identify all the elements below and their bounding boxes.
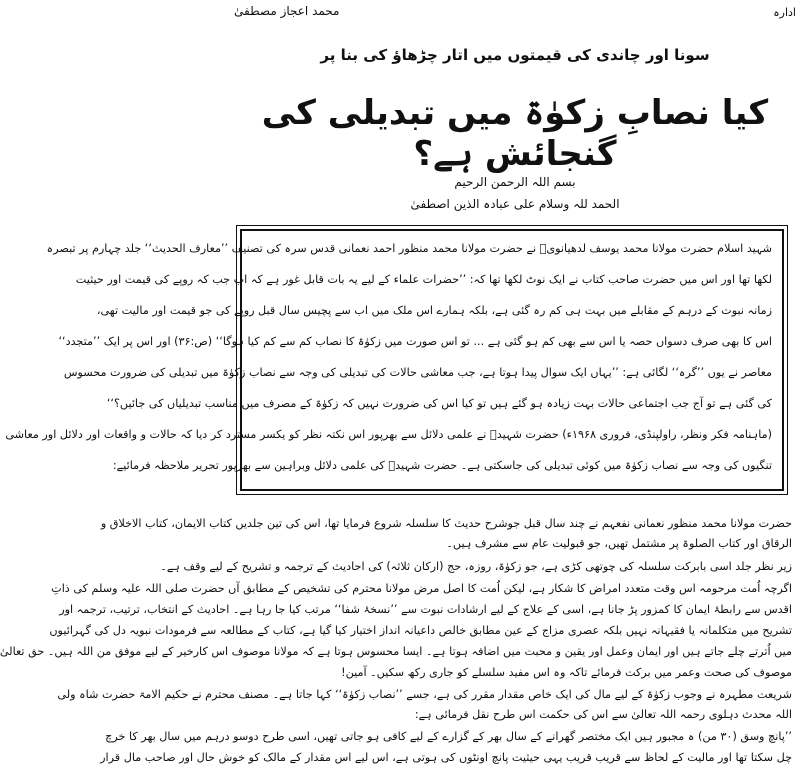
- sub-heading: سونا اور چاندی کی قیمتوں میں اتار چڑھاؤ کی بنا پر: [320, 46, 710, 64]
- note-line: کی گئی ہے تو آج جب اجتماعی حالات بہت زیادہ ہو گئے ہیں تو کیا اس کی ضرورت نہیں کہ زکوٰۃ کے مصرف میں مناسب تبدیلیاں کی جائیں؟‘‘: [106, 397, 772, 410]
- body-line: شریعت مطہرہ نے وجوب زکوٰۃ کے لیے مال کی ایک خاص مقدار مقرر کی ہے، جسے ’’نصاب زکوٰۃ‘‘ کہا جاتا ہے۔ مصنف محترم نے حکیم الامۃ حضرت شاہ ولی: [57, 688, 792, 701]
- note-line: شہید اسلام حضرت مولانا محمد یوسف لدھیانویؒ نے حضرت مولانا محمد منظور احمد نعمانی قدس سرہ کی تصنیف ’’معارف الحدیث‘‘ جلد چہارم پر تبصرہ: [46, 242, 772, 255]
- body-line: اگرچہ اُمت مرحومہ اس وقت متعدد امراض کا شکار ہے، لیکن اُمت کا اصل مرض مولانا محترم کی تشخیص کے مطابق آں حضرت صلی اللہ علیہ وسلم کی ذاتِ: [51, 582, 792, 595]
- note-line: تنگیوں کی وجہ سے نصاب زکوٰۃ میں کوئی تبدیلی کی جاسکتی ہے۔ حضرت شہیدؒ کی علمی دلائل وبراہین سے بھرپور تحریر ملاحظہ فرمائیے:: [112, 459, 772, 472]
- body-line: میں اُترتے چلے جاتے ہیں اور ایمان وعمل اور یقین و محبت میں اضافہ ہوتا ہے۔ ایسا محسوس ہوتا ہے کہ مولانا موصوف اس کارخیر کے لیے موفق من اللہ ہیں۔ حق تعالیٰ: [0, 645, 792, 658]
- note-line: لکھا تھا اور اس میں حضرت صاحب کتاب نے ایک نوٹ لکھا تھا کہ: ’’حضرات علماء کے لیے یہ بات قابل غور ہے کہ اب جب کہ روپے کی قیمت اور حیثیت: [75, 273, 772, 286]
- note-line: اس کا بھی صرف دسواں حصہ یا اس سے بھی کم ہو گئی ہے ... تو اس صورت میں زکوٰۃ کا نصاب کم سے کم کیا ہوگا‘‘ (ص:۳۶) اور اس پر ایک ’’متجدد‘‘: [58, 335, 772, 348]
- body-line: موصوف کی صحت وعمر میں برکت فرمائے تاکہ وہ اس مفید سلسلے کو جاری رکھ سکیں۔ آمین!: [341, 666, 792, 679]
- body-line: چل سکتا تھا اور مالیت کے لحاظ سے قریب قریب یہی حیثیت پانچ اونٹوں کی ہوتی ہے، اس لیے اس مقدار کے مالک کو خوش حال اور صاحب مال قرار: [100, 751, 792, 764]
- body-line: حضرت مولانا محمد منظور نعمانی نفعہم نے چند سال قبل جوشرح حدیث کا سلسلہ شروع فرمایا تھا، اس کی تین جلدیں کتاب الایمان، کتاب الاخلاق و: [100, 517, 792, 530]
- bismillah-line: بسم اللہ الرحمن الرحیم: [454, 175, 576, 189]
- body-line: زیر نظر جلد اسی بابرکت سلسلہ کی چوتھی کڑی ہے، جو زکوٰۃ، روزہ، حج (ارکان ثلاثہ) کی احادیث کے ترجمہ و تشریح کے لیے وقف ہے۔: [160, 560, 792, 573]
- note-line: معاصر نے یوں ’’گرہ‘‘ لگائی ہے: ’’یہاں ایک سوال پیدا ہوتا ہے، جب معاشی حالات کی تبدیلی کی وجہ سے نصاب زکوٰۃ میں تبدیلی کی ضرورت محسوس: [63, 366, 772, 379]
- hamd-line: الحمد للہ وسلام علی عبادہ الذین اصطفیٰ: [410, 197, 620, 211]
- body-line: ’’پانچ وسق (۳۰ من) ہ مجبور ہیں ایک مختصر گھرانے کے سال بھر کے گزارے کے لیے کافی ہو جاتی تھیں، اسی طرح دوسو درہم میں سال بھر کا خرچ: [105, 730, 792, 743]
- author-name: محمد اعجاز مصطفیٰ: [234, 4, 340, 18]
- body-line: اقدس سے رابطۂ ایمان کا کمزور پڑ جانا ہے، اسی کے علاج کے لیے ارشادات نبوت سے ’’نسخۂ شفا‘‘ مرتب کیا جا رہا ہے۔ احادیث کے انتخاب، ترتیب، ترجمہ اور: [59, 603, 792, 616]
- body-line: اللہ محدث دہلوی رحمہ اللہ تعالیٰ سے اس کی حکمت اس طرح نقل فرمائی ہے:: [414, 708, 792, 721]
- section-label: ادارہ: [773, 6, 796, 19]
- body-line: تشریح میں متکلمانہ یا فقیہانہ نہیں بلکہ عصری مزاج کے عین مطابق خالص داعیانہ انداز اختیار کیا گیا ہے، کتاب کے مطالعہ سے فرمودات نبویہ دل کی گہرائیوں: [49, 624, 792, 637]
- body-line: الرقاق اور کتاب الصلوۃ پر مشتمل تھیں، جو قبولیت عام سے مشرف ہیں۔: [446, 537, 792, 550]
- note-line: زمانہ نبوت کے درہم کے مقابلے میں بہت ہی کم رہ گئی ہے، بلکہ ہمارے اس ملک میں اب سے پچیس سال قبل روپے کی جو قیمت اور مالیت تھی،: [96, 304, 772, 317]
- quoted-note-box: [5, 229, 784, 491]
- article-title: کیا نصابِ زکوٰۃ میں تبدیلی کی گنجائش ہے؟: [261, 93, 769, 174]
- note-line: (ماہنامہ فکر ونظر، راولپنڈی، فروری ۱۹۶۸ء) حضرت شہیدؒ نے علمی دلائل سے بھرپور اس نکتہ نظر کو یکسر مسترد کر دیا کہ حالات و واقعات اور دلائل اور معاشی: [5, 428, 772, 441]
